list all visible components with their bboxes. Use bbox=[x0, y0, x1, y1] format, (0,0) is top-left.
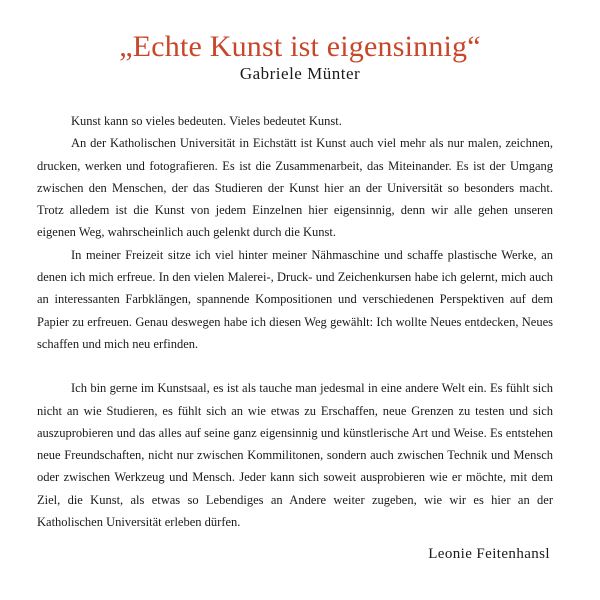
quote-title: „Echte Kunst ist eigensinnig“ bbox=[119, 30, 481, 63]
quote-author: Gabriele Münter bbox=[239, 64, 361, 83]
paragraph-2: An der Katholischen Universität in Eichstätt ist Kunst auch viel mehr als nur malen, zeichnen, drucken, werken und fotografieren. Es ist die Zusammenarbeit, das Miteinander. Es ist der Umgang zwischen den Menschen, der das Studieren der Kunst hier an der Universität so besonders macht. Trotz alledem ist die Kunst von jedem Einzelnen hier eigensinnig, denn wir alle gehen unseren eigenen Weg, wahrscheinlich auch gelenkt durch die Kunst. bbox=[37, 136, 553, 240]
paragraph-1: Kunst kann so vieles bedeuten. Vieles bedeutet Kunst. bbox=[71, 114, 342, 128]
paragraph-3: In meiner Freizeit sitze ich viel hinter meiner Nähmaschine und schaffe plastische Werke, an denen ich mich erfreue. In den vielen Malerei-, Druck- und Zeichenkursen habe ich gelernt, mich auch an interessanten Farbklängen, spannende Kompositionen und verschiedenen Perspektiven auf dem Papier zu erfreuen. Genau deswegen habe ich diesen Weg gewählt: Ich wollte Neues entdecken, Neues schaffen und mich neu erfinden. bbox=[37, 247, 553, 351]
author-signature: Leonie Feitenhansl bbox=[428, 546, 550, 562]
essay-body bbox=[37, 110, 553, 533]
paragraph-spacer bbox=[37, 355, 553, 377]
paragraph-4: Ich bin gerne im Kunstsaal, es ist als tauche man jedesmal in eine andere Welt ein. Es fühlt sich nicht an wie Studieren, es fühlt sich an wie etwas zu Erschaffen, neue Grenzen zu testen und sich auszuprobieren und das alles auf seine ganz eigensinnig und künstlerische Art und Weise. Es entstehen neue Freundschaften, nicht nur zwischen Kommilitonen, sondern auch zwischen Technik und Mensch oder zwischen Werkzeug und Mensch. Jeder kann sich soweit ausprobieren wie er möchte, mit dem Ziel, die Kunst, als etwas so Lebendiges an Andere weiter zugeben, wie wir es hier an der Katholischen Universität erleben dürfen. bbox=[37, 381, 553, 530]
